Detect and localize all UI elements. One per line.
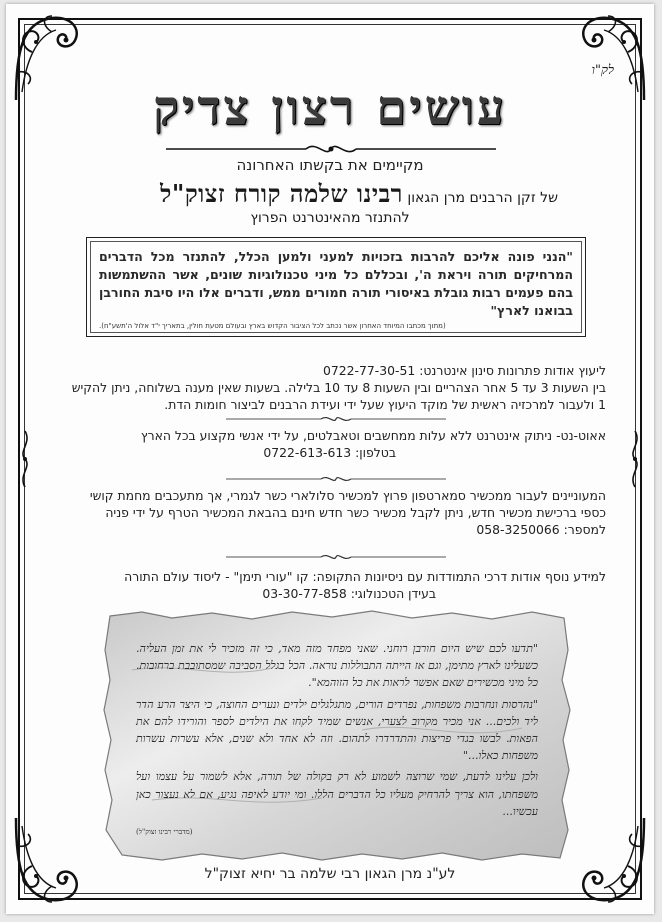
paper-paragraph-1: "תדעו לכם שיש היום חורבן רוחני. שאני מפחד מזה מאד, כי זה מזכיר לי את זמן העליה. כשעלינו לארץ מתימן, וגם אז הייתה התבוללות נוראה. הכל בגלל הסביבה שמסתובבת ברחובות. כל מיני מכשירים שאם אפשר לראות את כל הזוהמא". (136, 642, 538, 690)
separator-ornament-icon (226, 474, 446, 484)
corner-flourish-icon (12, 814, 104, 906)
info-kosher-text: המעוניינים לעבור ממכשיר סמארטפון פרוץ למכשיר סלולארי כשר לגמרי, אך מתעכבים מחמת קושי כספי ברכישת מכשיר חדש, ניתן לקבל מכשיר כשר חדש חינם בהבאת המכשיר הטרף על ידי פניה למספר: (89, 488, 606, 537)
letter-quote-source: (מתוך מכתבו המיוחד האחרון אשר נכתב לכל הציבור הקדוש בארץ ובעולם מטעת חולין, בתאריך י"ד אלול ה'תשע"ח). (99, 322, 446, 330)
info-outnet (66, 427, 606, 461)
info-outnet-phone-label: בטלפון: (355, 445, 396, 460)
poster-page (6, 4, 654, 914)
info-outnet-line1: אאוט-נט- ניתוק אינטרנט ללא עלות ממחשבים וטאבלטים, על ידי אנשי מקצוע בכל הארץ (140, 428, 606, 443)
subtitle-line-1: מקיימים את בקשתו האחרונה (236, 156, 424, 174)
separator-ornament-icon (226, 414, 446, 424)
info-kosher-phone-number: 058-3250066 (476, 522, 560, 537)
lak-mark: לק"ו (591, 63, 614, 78)
subtitle-line-3: להתנזר מהאינטרנט הפרוץ (250, 210, 410, 226)
info-filtering-advice (66, 362, 606, 413)
info-outnet-phone-row (66, 444, 606, 461)
subtitle-line-2 (160, 179, 558, 209)
info-filtering-hours: בין השעות 3 עד 5 אחר הצהריים ובין השעות 8 עד 10 בלילה. בשעות שאין מענה בשלוחה, ניתן להקיש 1 ולעבור למרכזיה ראשית של מוקד היעוץ שעל ידי ועידת הרבנים לביצור חומות הדת. (71, 380, 606, 412)
info-outnet-phone: 0722-613-613 (263, 445, 352, 460)
memorial-dedication: לע"נ מרן הגאון רבי שלמה בר יחיא זצוק"ל (204, 866, 456, 882)
separator-ornament-icon (226, 552, 446, 562)
info-urei-teiman (66, 568, 606, 602)
paper-quote-source: (מדברי רבינו זצוק"ל) (136, 828, 193, 837)
rabbi-name: רבינו שלמה קורח זצוק"ל (160, 179, 403, 208)
info-urei-line1: למידע נוסף אודות דרכי התמודדות עם ניסיונות התקופה: קו "עורי תימן" - ליסוד עולם התורה (124, 569, 606, 584)
torn-paper-quote (136, 640, 538, 841)
paper-paragraph-3: ולכן עלינו לדעת, שמי שרוצה לשמוע לא רק בקולה של תורה, אלא לשמור על עצמו ועל משפחתו, הוא צריך להרחיק מעליו כל הדברים הללו. ומי יודע לאיפה נגיע, אם לא נעצור כאן עכשיו... (136, 770, 538, 818)
letter-quote-text: "הנני פונה אליכם להרבות בזכויות למעני ולמען הכלל, להתנזר מכל הדברים המרחיקים תורה ויראת ה', ובכללם כל מיני טכנולוגיות שונים, אשר ההשתמשות בהם פעמים רבות גובלת באיסורי תורה חמורים ממש, ודברים אלו היו סיבת החורבן בבואנו לארץ" (99, 249, 573, 318)
side-ornament-icon (18, 429, 32, 489)
letter-quote-box (86, 237, 586, 337)
info-filtering-phone: 0722-77-30-51 (322, 363, 416, 378)
info-urei-phone-row (66, 585, 606, 602)
side-ornament-icon (628, 429, 642, 489)
paper-paragraph-2: "נהרסות ונחרבות משפחות, נפרדים הורים, מתגלגלים ילדים ונערים החוצה, כי היצר הרע הדר ליד ולכים... אני מכיר מקרוב לצערי, אנשים שמיד לקחו את הילדים לספר והורידו להם את הפאות. לבשו בגדי פריצות והתדרדרו לתהום. וזה לא אחד ולא שנים, אלא עשרות עשרות משפחות כאלו..." (136, 697, 538, 763)
info-urei-phone: 03-30-77-858 (262, 586, 347, 601)
info-filtering-label: ליעוץ אודות פתרונות סינון אינטרנט: (419, 363, 606, 378)
page-title: עושים רצון צדיק (152, 80, 508, 136)
info-filtering-line1 (66, 362, 606, 379)
info-urei-label: בעידן הטכנולוגי: (350, 586, 436, 601)
subtitle-prefix: של זקן הרבנים מרן הגאון (407, 190, 558, 206)
info-kosher-phone (66, 487, 606, 538)
letter-quote-inner (90, 241, 582, 333)
